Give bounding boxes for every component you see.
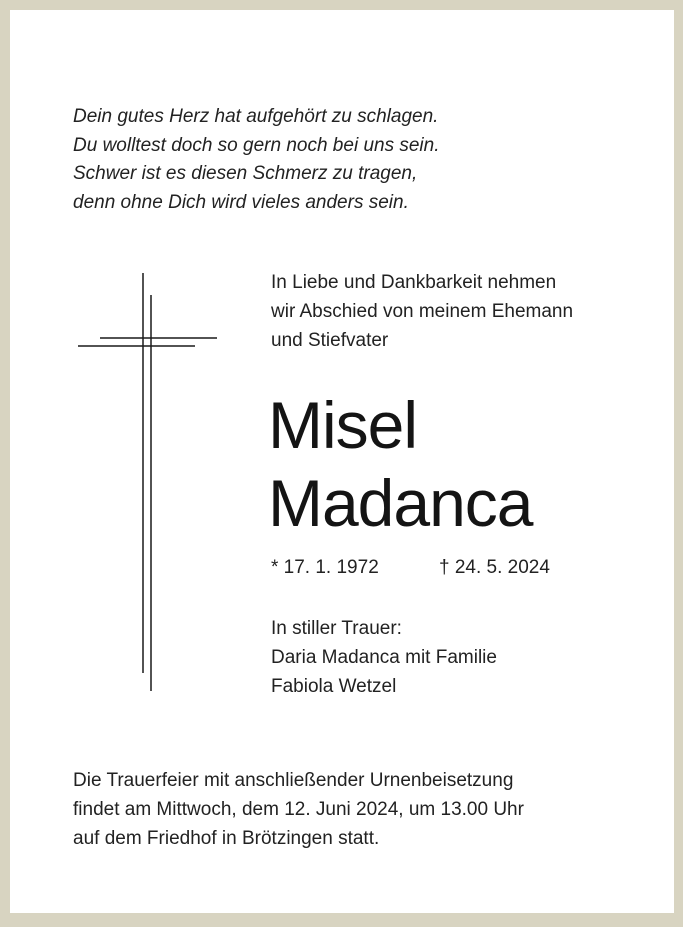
mourner-name: Daria Madanca mit Familie <box>271 647 497 668</box>
mourners-heading: In stiller Trauer: <box>271 618 402 639</box>
poem-line: Schwer ist es diesen Schmerz zu tragen, <box>73 163 418 184</box>
funeral-details <box>73 766 524 853</box>
memorial-poem <box>73 103 440 217</box>
birth-date: * 17. 1. 1972 <box>271 557 379 578</box>
intro-line: und Stiefvater <box>271 330 389 351</box>
intro-line: In Liebe und Dankbarkeit nehmen <box>271 272 557 293</box>
deceased-name <box>268 386 533 542</box>
cross-icon <box>76 273 221 693</box>
funeral-line: auf dem Friedhof in Brötzingen statt. <box>73 828 380 849</box>
funeral-line: Die Trauerfeier mit anschließender Urnenbeisetzung <box>73 770 514 791</box>
farewell-intro <box>271 268 573 355</box>
deceased-first-name: Misel <box>268 388 418 462</box>
poem-line: Du wolltest doch so gern noch bei uns sein. <box>73 134 440 156</box>
poem-line: Dein gutes Herz hat aufgehört zu schlagen. <box>73 106 439 127</box>
life-dates <box>271 554 550 582</box>
poem-line: denn ohne Dich wird vieles anders sein. <box>73 191 409 213</box>
death-date: † 24. 5. 2024 <box>439 557 550 578</box>
funeral-line: findet am Mittwoch, dem 12. Juni 2024, um 13.00 Uhr <box>73 799 524 820</box>
mourner-name: Fabiola Wetzel <box>271 676 397 697</box>
mourners-block <box>271 614 497 701</box>
intro-line: wir Abschied von meinem Ehemann <box>271 301 574 322</box>
deceased-last-name: Madanca <box>268 466 533 540</box>
